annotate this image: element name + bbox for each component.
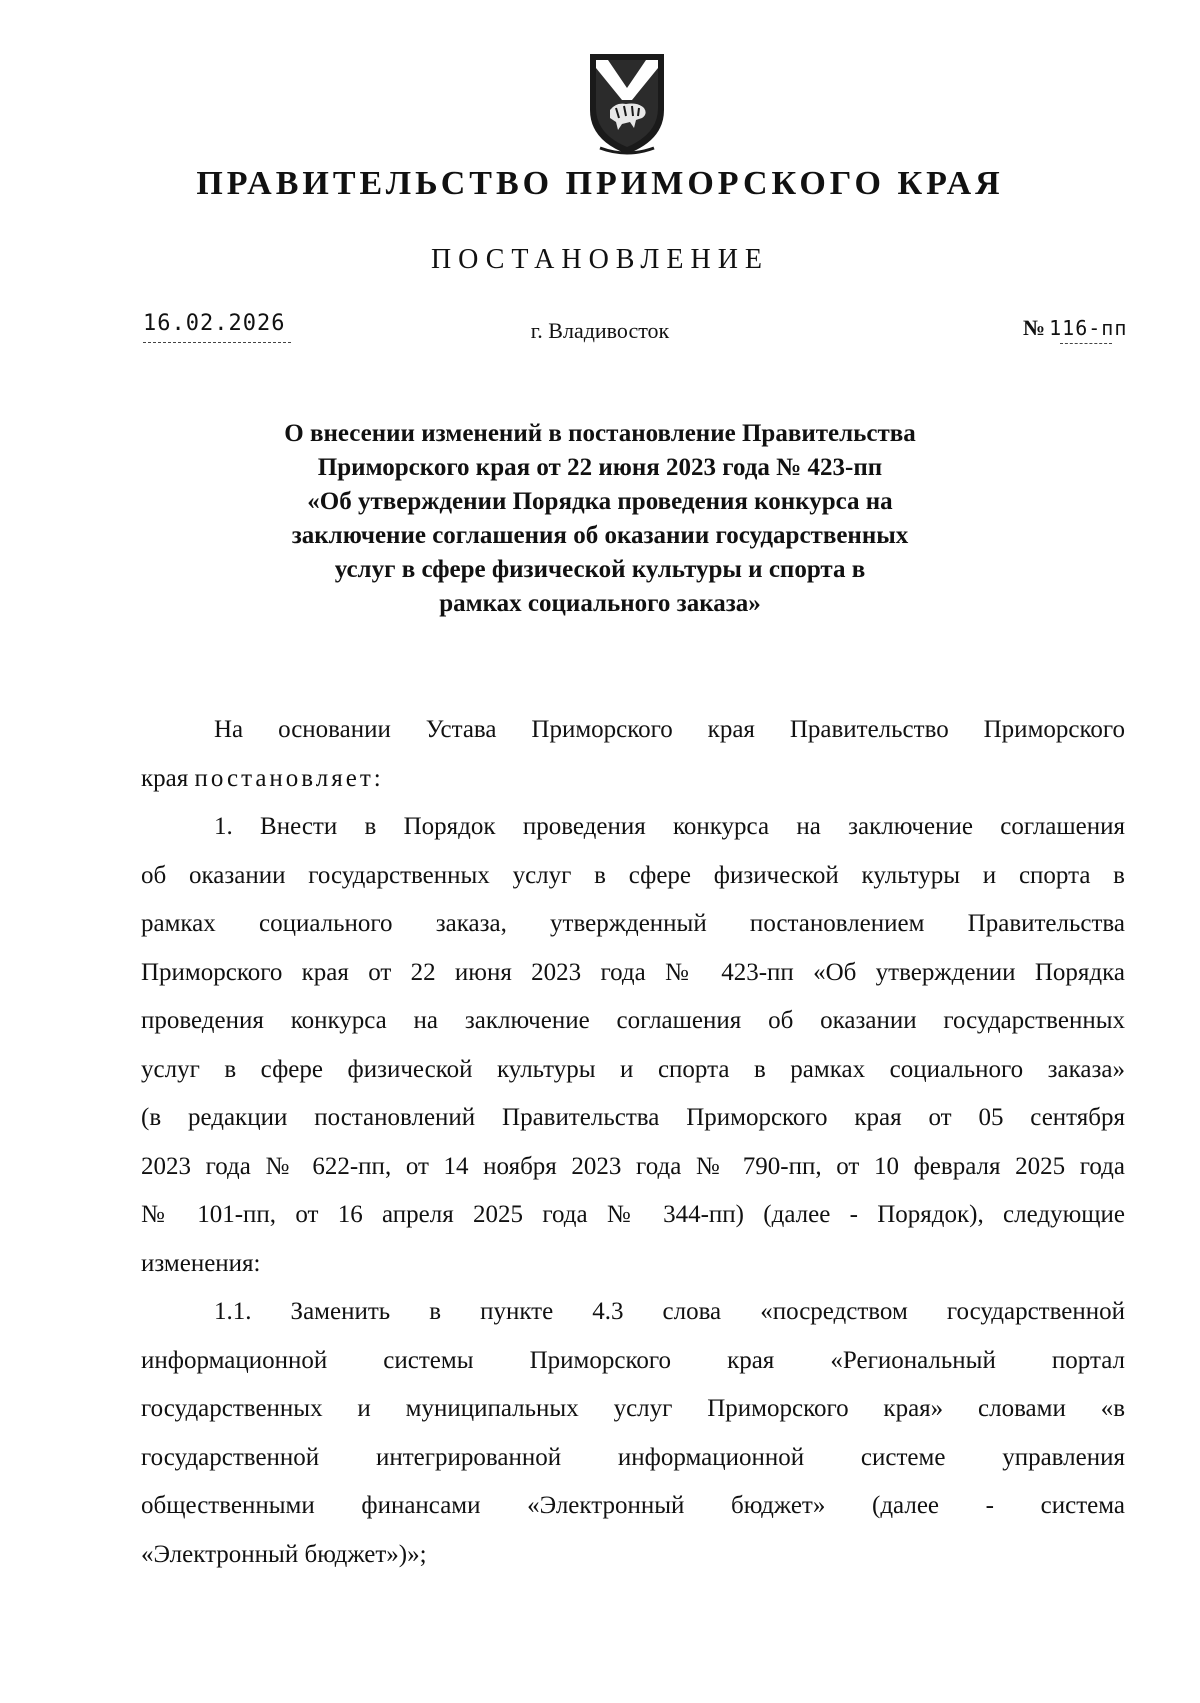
title-line: услуг в сфере физической культуры и спорта в [334,556,866,583]
item-1-line: 1. Внести в Порядок проведения конкурса на заключение соглашения [214,813,1125,840]
preamble-text: края [141,764,189,792]
preamble-line [141,755,1125,804]
document-date: 16.02.2026 [143,311,286,336]
document-type: ПОСТАНОВЛЕНИЕ [430,244,770,275]
item-1-1-line: государственной интегрированной информационной системе управления [141,1443,1125,1471]
item-1-1-line: 1.1. Заменить в пункте 4.3 слова «посредством государственной [214,1298,1125,1325]
title-line: «Об утверждении Порядка проведения конкурса на [307,488,893,515]
item-1-1-line: государственных и муниципальных услуг Приморского края» словами «в [141,1395,1125,1422]
decree-word: постановляет: [194,764,384,792]
number-value: 116-пп [1049,316,1128,340]
organization-title: ПРАВИТЕЛЬСТВО ПРИМОРСКОГО КРАЯ [196,165,1004,202]
item-1-1-line: общественными финансами «Электронный бюджет» (далее - система [141,1492,1125,1519]
item-1-line: рамках социального заказа, утвержденный постановлением Правительства [141,910,1125,937]
item-1-line: Приморского края от 22 июня 2023 года № 423-пп «Об утверждении Порядка [141,958,1125,986]
preamble-line: На основании Устава Приморского края Правительство Приморского [214,716,1125,743]
item-1-line: (в редакции постановлений Правительства Приморского края от 05 сентября [141,1104,1125,1131]
document-number [1023,315,1127,341]
item-1-1-line: «Электронный бюджет»)»; [141,1540,427,1568]
item-1-line: проведения конкурса на заключение соглашения об оказании государственных [141,1007,1125,1034]
title-line: рамках социального заказа» [439,590,761,617]
item-1-line: изменения: [141,1249,261,1277]
title-line: О внесении изменений в постановление Правительства [284,420,916,447]
item-1-line: об оказании государственных услуг в сфере физической культуры и спорта в [141,861,1125,889]
item-1-line: услуг в сфере физической культуры и спорта в рамках социального заказа» [141,1055,1125,1083]
number-underline [1060,343,1112,344]
number-sign: № [1023,315,1046,340]
coat-of-arms-emblem [586,48,668,158]
item-1-line: № 101-пп, от 16 апреля 2025 года № 344-пп) (далее - Порядок), следующие [141,1201,1125,1228]
document-city: г. Владивосток [530,318,670,343]
document-body [141,706,1125,1579]
document-title [200,417,1000,621]
title-line: заключение соглашения об оказании государственных [291,522,909,549]
item-1-line: 2023 года № 622-пп, от 14 ноября 2023 года № 790-пп, от 10 февраля 2025 года [141,1152,1125,1180]
item-1-1-line: информационной системы Приморского края «Региональный портал [141,1346,1125,1374]
title-line: Приморского края от 22 июня 2023 года № 423-пп [317,454,883,481]
